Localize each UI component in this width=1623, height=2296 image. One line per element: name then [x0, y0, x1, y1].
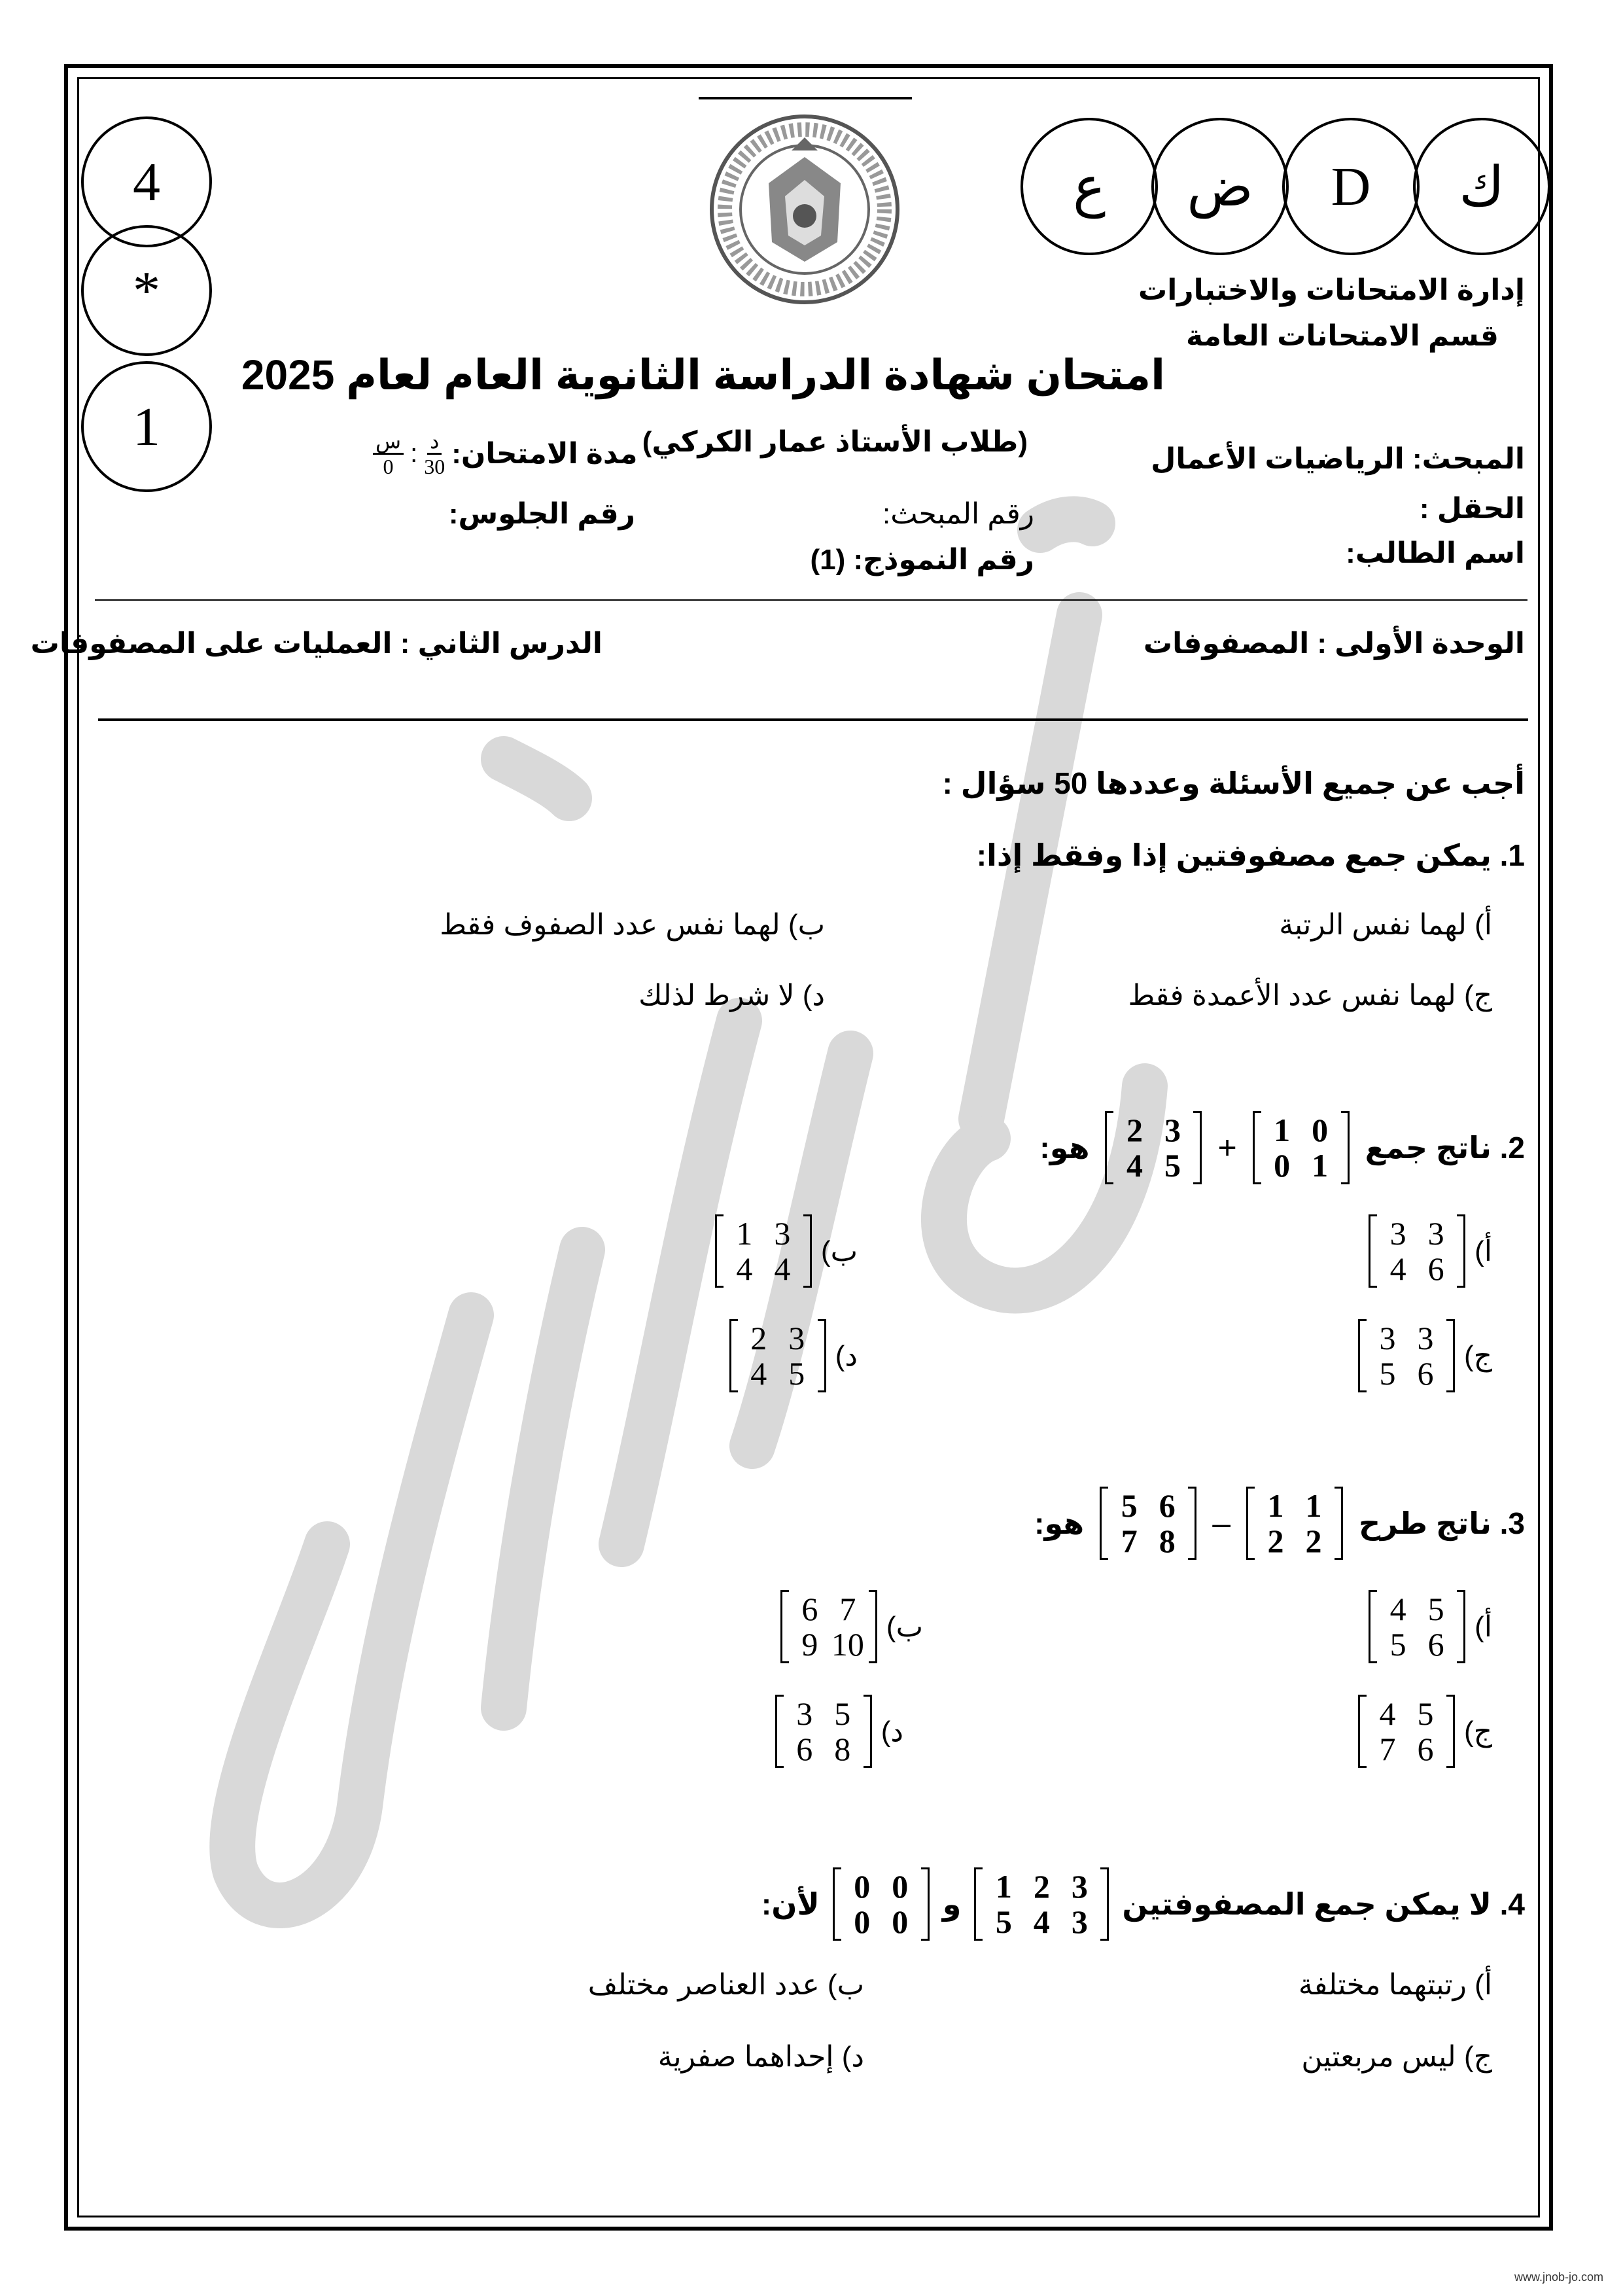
matrix-cell: 5 [834, 1695, 851, 1732]
matrix-cell: 1 [995, 1868, 1012, 1905]
option-matrix [1369, 1591, 1465, 1662]
duration-hours-unit: د [427, 429, 442, 455]
question-3-matrix-2 [1100, 1488, 1196, 1559]
watermark-signature [164, 366, 1210, 2002]
question-3-matrix-1 [1246, 1488, 1343, 1559]
right-circle-1: ك [1413, 118, 1550, 255]
matrix-cell: 1 [1267, 1487, 1284, 1524]
question-1-option-b[interactable]: ب) لهما نفس عدد الصفوف فقط [440, 909, 825, 941]
option-matrix [1358, 1696, 1455, 1767]
question-2-operator: + [1217, 1129, 1237, 1166]
general-exams-section-label: قسم الامتحانات العامة [1186, 320, 1499, 352]
model-number-label: رقم النموذج: (1) [810, 544, 1034, 576]
matrix-cell: 3 [1379, 1320, 1396, 1356]
duration-minutes-value: 0 [383, 455, 394, 478]
question-4-stem [761, 1869, 1525, 1939]
matrix-cell: 2 [750, 1320, 767, 1356]
question-2-option-d[interactable] [729, 1320, 858, 1391]
question-4-prefix: 4. لا يمكن جمع المصفوفتين [1122, 1887, 1525, 1921]
subject-number-label: رقم المبحث: [882, 498, 1034, 530]
duration-hours-value: 30 [424, 455, 445, 478]
matrix-cell: 4 [1389, 1591, 1406, 1627]
option-label: ج) [1463, 1339, 1492, 1372]
matrix-cell: 6 [796, 1731, 813, 1767]
duration-hours-fraction [424, 429, 445, 478]
right-circle-4: ع [1021, 118, 1158, 255]
matrix-cell: 3 [796, 1695, 813, 1732]
matrix-cell: 10 [831, 1626, 864, 1663]
matrix-cell: 6 [1427, 1626, 1444, 1663]
question-3-option-d[interactable] [775, 1696, 903, 1767]
matrix-cell: 2 [1033, 1868, 1050, 1905]
matrix-cell: 4 [774, 1250, 791, 1287]
matrix-cell: 3 [1427, 1215, 1444, 1252]
matrix-cell: 1 [736, 1215, 753, 1252]
matrix-cell: 0 [892, 1903, 909, 1940]
header-divider [95, 599, 1527, 601]
exams-department-label: إدارة الامتحانات والاختبارات [1138, 274, 1525, 306]
matrix-cell: 6 [1417, 1731, 1434, 1767]
matrix-cell: 0 [892, 1868, 909, 1905]
question-2-option-c[interactable] [1358, 1320, 1492, 1391]
option-label: ج) [1463, 1715, 1492, 1748]
duration-minutes-unit: س [373, 429, 404, 455]
matrix-cell: 2 [1126, 1112, 1143, 1148]
left-circle-3: 1 [81, 361, 212, 492]
option-label: ب) [886, 1610, 923, 1643]
matrix-cell: 5 [1417, 1695, 1434, 1732]
student-name-label: اسم الطالب: [1346, 537, 1525, 569]
question-2-matrix-2 [1105, 1112, 1202, 1183]
right-circle-2: D [1282, 118, 1420, 255]
duration-separator: : [410, 439, 418, 468]
matrix-cell: 8 [1159, 1523, 1176, 1559]
instructions: أجب عن جميع الأسئلة وعددها 50 سؤال : [942, 766, 1525, 800]
matrix-cell: 3 [1389, 1215, 1406, 1252]
matrix-cell: 4 [736, 1250, 753, 1287]
exam-duration [373, 429, 638, 478]
option-matrix [715, 1216, 812, 1286]
matrix-cell: 3 [1164, 1112, 1181, 1148]
matrix-cell: 0 [1312, 1112, 1329, 1148]
option-label: د) [881, 1715, 903, 1748]
question-3-suffix: هو: [1034, 1506, 1085, 1540]
question-2-option-b[interactable] [715, 1216, 858, 1286]
matrix-cell: 0 [854, 1868, 871, 1905]
matrix-cell: 7 [839, 1591, 856, 1627]
matrix-cell: 1 [1274, 1112, 1291, 1148]
matrix-cell: 4 [1379, 1695, 1396, 1732]
question-1-option-d[interactable]: د) لا شرط لذلك [638, 980, 825, 1012]
option-label: أ) [1475, 1235, 1492, 1267]
matrix-cell: 6 [1159, 1487, 1176, 1524]
question-4-option-c[interactable]: ج) ليس مربعتين [1301, 2041, 1492, 2073]
matrix-cell: 5 [1389, 1626, 1406, 1663]
lesson-label: الدرس الثاني : العمليات على المصفوفات [30, 627, 602, 660]
matrix-cell: 5 [788, 1355, 805, 1392]
matrix-cell: 1 [1312, 1147, 1329, 1184]
matrix-cell: 9 [801, 1626, 818, 1663]
option-matrix [1369, 1216, 1465, 1286]
option-label: د) [835, 1339, 858, 1372]
question-3-stem [1034, 1488, 1525, 1559]
option-matrix [729, 1320, 826, 1391]
matrix-cell: 1 [1305, 1487, 1322, 1524]
question-4-option-d[interactable]: د) إحداهما صفرية [657, 2041, 864, 2073]
option-matrix [1358, 1320, 1455, 1391]
option-label: أ) [1475, 1610, 1492, 1643]
ministry-seal-emblem [707, 111, 903, 308]
question-3-prefix: 3. ناتج طرح [1359, 1506, 1525, 1540]
matrix-cell: 7 [1379, 1731, 1396, 1767]
question-2-stem [1039, 1112, 1525, 1183]
matrix-cell: 4 [1126, 1147, 1143, 1184]
question-4-option-a[interactable]: أ) رتبتهما مختلفة [1298, 1969, 1492, 2001]
question-3-option-c[interactable] [1358, 1696, 1492, 1767]
question-4-matrix-2 [833, 1869, 930, 1939]
left-circle-1: 4 [81, 116, 212, 247]
question-3-operator: – [1212, 1505, 1230, 1542]
matrix-cell: 4 [750, 1355, 767, 1392]
matrix-cell: 3 [774, 1215, 791, 1252]
matrix-cell: 3 [1071, 1903, 1088, 1940]
question-2-matrix-1 [1253, 1112, 1350, 1183]
seat-number-label: رقم الجلوس: [448, 498, 635, 530]
emblem-top-line [699, 97, 912, 99]
matrix-cell: 6 [1427, 1250, 1444, 1287]
option-matrix [780, 1591, 877, 1662]
matrix-cell: 8 [834, 1731, 851, 1767]
question-3-option-b[interactable] [780, 1591, 923, 1662]
matrix-cell: 5 [1164, 1147, 1181, 1184]
duration-label: مدة الامتحان: [451, 438, 638, 470]
matrix-cell: 7 [1121, 1523, 1138, 1559]
field-label: الحقل : [1419, 493, 1525, 525]
question-2-option-a[interactable] [1369, 1216, 1492, 1286]
duration-minutes-fraction [373, 429, 404, 478]
matrix-cell: 2 [1305, 1523, 1322, 1559]
matrix-cell: 6 [1417, 1355, 1434, 1392]
question-1-stem: 1. يمكن جمع مصفوفتين إذا وفقط إذا: [976, 838, 1525, 872]
right-circle-3: ض [1151, 118, 1289, 255]
unit-divider [98, 718, 1528, 721]
matrix-cell: 4 [1033, 1903, 1050, 1940]
matrix-cell: 0 [1274, 1147, 1291, 1184]
matrix-cell: 4 [1389, 1250, 1406, 1287]
question-3-option-a[interactable] [1369, 1591, 1492, 1662]
question-1-option-a[interactable]: أ) لهما نفس الرتبة [1279, 909, 1492, 941]
option-label: ب) [820, 1235, 858, 1267]
question-1-option-c[interactable]: ج) لهما نفس عدد الأعمدة فقط [1128, 980, 1492, 1012]
matrix-cell: 3 [1417, 1320, 1434, 1356]
matrix-cell: 5 [1121, 1487, 1138, 1524]
matrix-cell: 0 [854, 1903, 871, 1940]
question-4-option-b[interactable]: ب) عدد العناصر مختلف [587, 1969, 864, 2001]
matrix-cell: 3 [788, 1320, 805, 1356]
matrix-cell: 3 [1071, 1868, 1088, 1905]
question-4-matrix-1 [974, 1869, 1109, 1939]
matrix-cell: 2 [1267, 1523, 1284, 1559]
matrix-cell: 5 [1427, 1591, 1444, 1627]
matrix-cell: 5 [995, 1903, 1012, 1940]
question-4-connector: و [942, 1887, 962, 1921]
matrix-cell: 5 [1379, 1355, 1396, 1392]
exam-title: امتحان شهادة الدراسة الثانوية العام لعام 2025 [241, 351, 1165, 398]
matrix-cell: 6 [801, 1591, 818, 1627]
unit-label: الوحدة الأولى : المصفوفات [1143, 627, 1525, 660]
question-2-suffix: هو: [1039, 1131, 1090, 1165]
subject-label: المبحث: الرياضيات الأعمال [1151, 443, 1525, 475]
question-2-prefix: 2. ناتج جمع [1365, 1131, 1525, 1165]
teacher-note: (طلاب الأستاذ عمار الكركي) [642, 426, 1028, 458]
left-circle-2: * [81, 225, 212, 356]
option-matrix [775, 1696, 872, 1767]
question-4-suffix: لأن: [761, 1887, 820, 1921]
footer-url[interactable]: www.jnob-jo.com [1514, 2270, 1603, 2284]
